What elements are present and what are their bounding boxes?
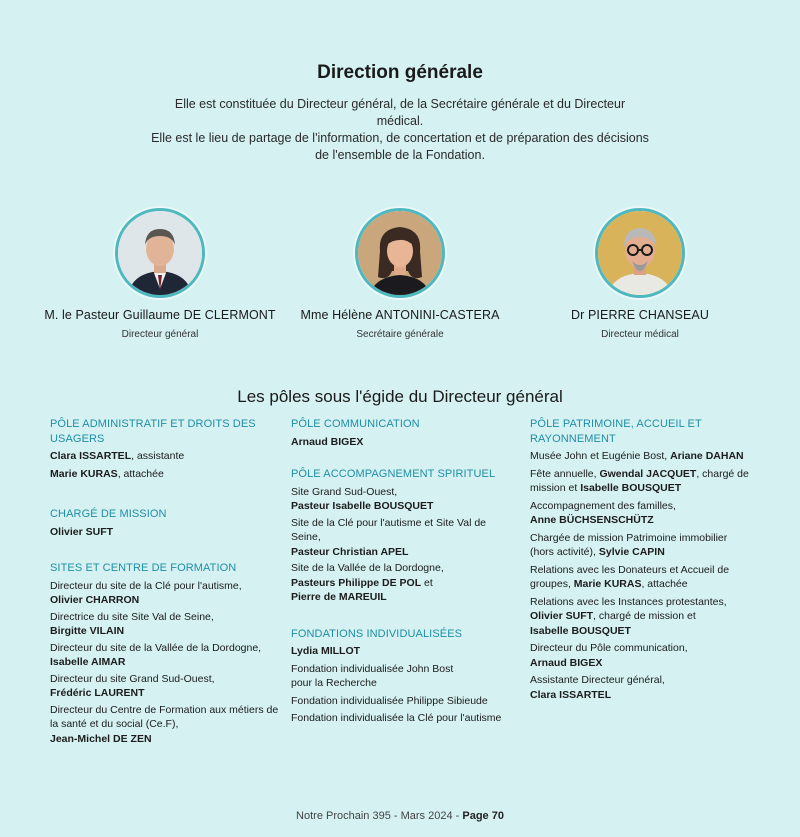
- column-1: [50, 417, 280, 764]
- list-item: Relations avec les Instances protestantes, Olivier SUFT, chargé de mission et Isabelle BOUSQUET: [530, 595, 727, 637]
- list-item: Site Grand Sud-Ouest, Pasteur Isabelle BOUSQUET: [291, 485, 434, 512]
- portrait-photo: [355, 208, 445, 298]
- list-item: Lydia MILLOT: [291, 645, 361, 657]
- pole-heading: PÔLE ACCOMPAGNEMENT SPIRITUEL: [291, 468, 496, 480]
- list-item: Directeur du Centre de Formation aux métiers de la santé et du social (Ce.F), Jean-Michel DE ZEN: [50, 703, 279, 745]
- list-item: Fondation individualisée John Bost pour la Recherche: [291, 662, 454, 689]
- list-item: Fondation individualisée la Clé pour l'autisme: [291, 712, 502, 724]
- list-item: Musée John et Eugénie Bost, Ariane DAHAN: [530, 450, 744, 462]
- intro-text: Elle est constituée du Directeur général, de la Secrétaire générale et du Directeur médical. Elle est le lieu de partage de l'information, de concertation et de préparation des décisions de l'ensemble de la Fondation.: [151, 97, 649, 162]
- person-name: M. le Pasteur Guillaume DE CLERMONT: [44, 308, 276, 322]
- page-title: Direction générale: [317, 62, 483, 83]
- list-item: Fête annuelle, Gwendal JACQUET, chargé de mission et Isabelle BOUSQUET: [530, 467, 749, 494]
- portrait-photo: [115, 208, 205, 298]
- pole-heading: PÔLE COMMUNICATION: [291, 418, 420, 430]
- sites-formation: [50, 561, 280, 746]
- pole-heading: FONDATIONS INDIVIDUALISÉES: [291, 627, 463, 640]
- person-general-secretary: [270, 208, 530, 340]
- pole-administratif: [50, 417, 280, 481]
- list-item: Directeur du site de la Clé pour l'autisme, Olivier CHARRON: [50, 579, 242, 606]
- pole-heading: SITES ET CENTRE DE FORMATION: [50, 562, 237, 574]
- pole-communication: [291, 417, 516, 449]
- list-item: Marie KURAS, attachée: [50, 467, 164, 480]
- person-director-general: [30, 208, 290, 340]
- list-item: Assistante Directeur général, Clara ISSARTEL: [530, 674, 665, 701]
- list-item: Directeur du site Grand Sud-Ouest, Frédéric LAURENT: [50, 672, 215, 699]
- list-item: Site de la Clé pour l'autisme et Site Val de Seine, Pasteur Christian APEL: [291, 516, 486, 558]
- list-item: Site de la Vallée de la Dordogne, Pasteurs Philippe DE POL et Pierre de MAREUIL: [291, 562, 444, 603]
- person-role: Directeur médical: [601, 329, 679, 340]
- pole-heading: PÔLE ADMINISTRATIF ET DROITS DES USAGERS: [50, 418, 256, 445]
- pole-patrimoine: [530, 417, 770, 702]
- list-item: Arnaud BIGEX: [291, 435, 364, 448]
- list-item: Clara ISSARTEL, assistante: [50, 450, 185, 462]
- column-2: [291, 417, 516, 744]
- list-item: Fondation individualisée Philippe Sibieude: [291, 694, 488, 707]
- list-item: Directrice du site Site Val de Seine, Birgitte VILAIN: [50, 610, 214, 637]
- fondations-individualisees: [291, 627, 516, 726]
- list-item: Directeur du site de la Vallée de la Dordogne, Isabelle AIMAR: [50, 641, 262, 668]
- list-item: Relations avec les Donateurs et Accueil de groupes, Marie KURAS, attachée: [530, 563, 730, 590]
- page-number: Page 70: [462, 810, 504, 822]
- list-item: Chargée de mission Patrimoine immobilier (hors activité), Sylvie CAPIN: [530, 531, 728, 558]
- poles-title: Les pôles sous l'égide du Directeur général: [237, 387, 563, 406]
- person-role: Directeur général: [121, 329, 199, 340]
- list-item: Directeur du Pôle communication, Arnaud BIGEX: [530, 642, 688, 669]
- pole-accompagnement-spirituel: [291, 467, 516, 605]
- page-footer: Notre Prochain 395 - Mars 2024 - Page 70: [296, 810, 504, 822]
- person-name: Dr PIERRE CHANSEAU: [571, 308, 709, 322]
- person-name: Mme Hélène ANTONINI-CASTERA: [300, 308, 500, 322]
- column-3: [530, 417, 770, 720]
- portrait-photo: [595, 208, 685, 298]
- pole-heading: CHARGÉ DE MISSION: [50, 508, 167, 520]
- list-item: Olivier SUFT: [50, 525, 114, 538]
- pole-heading: PÔLE PATRIMOINE, ACCUEIL ET RAYONNEMENT: [530, 418, 702, 445]
- list-item: Accompagnement des familles, Anne BÜCHSENSCHÜTZ: [530, 499, 676, 526]
- person-role: Secrétaire générale: [356, 329, 444, 340]
- person-medical-director: [510, 208, 770, 340]
- charge-de-mission: [50, 507, 280, 539]
